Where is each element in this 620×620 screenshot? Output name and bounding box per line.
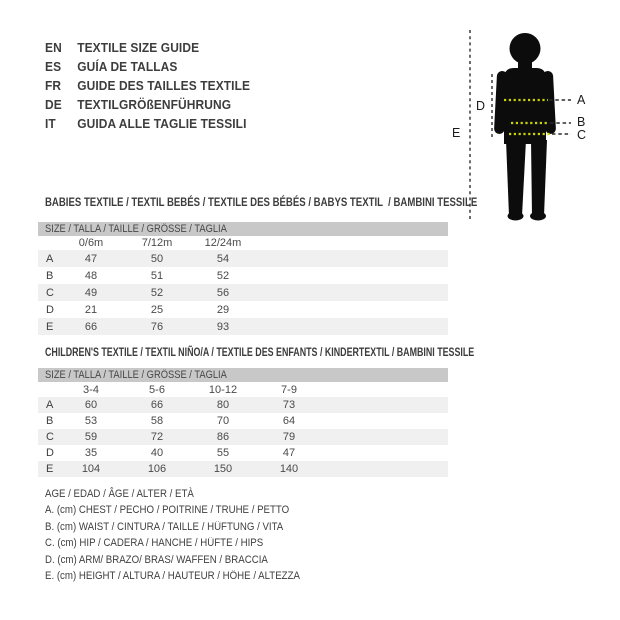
measure-label-b: B bbox=[577, 115, 586, 129]
column-header: 5-6 bbox=[149, 383, 165, 396]
size-value: 52 bbox=[216, 269, 230, 282]
language-row-fr bbox=[45, 76, 250, 95]
row-label: A bbox=[46, 399, 54, 411]
size-value: 48 bbox=[84, 269, 98, 282]
language-header bbox=[45, 38, 268, 133]
language-code: DE bbox=[45, 97, 62, 112]
size-value: 106 bbox=[147, 463, 167, 475]
size-value: 104 bbox=[81, 463, 101, 475]
size-value: 56 bbox=[216, 286, 230, 299]
size-value: 76 bbox=[150, 320, 164, 333]
size-value: 47 bbox=[84, 252, 98, 265]
legend-height: E. (cm) HEIGHT / ALTURA / HAUTEUR / HÖHE / ALTEZZA bbox=[45, 569, 300, 582]
size-value: 21 bbox=[84, 303, 98, 316]
column-header: 7/12m bbox=[141, 237, 173, 249]
babies-column-header-row bbox=[38, 236, 448, 250]
size-value: 66 bbox=[84, 320, 98, 333]
language-row-de bbox=[45, 95, 250, 114]
size-value: 73 bbox=[282, 399, 296, 411]
language-row-it bbox=[45, 114, 250, 133]
language-title: GUÍA DE TALLAS bbox=[77, 59, 178, 74]
table-row bbox=[38, 250, 448, 267]
language-title: GUIDE DES TAILLES TEXTILE bbox=[77, 78, 251, 93]
column-header: 0/6m bbox=[78, 237, 104, 249]
legend-arm: D. (cm) ARM/ BRAZO/ BRAS/ WAFFEN / BRACCIA bbox=[45, 553, 268, 566]
size-value: 40 bbox=[150, 447, 164, 459]
column-header: 10-12 bbox=[208, 383, 238, 396]
table-row bbox=[38, 413, 448, 429]
size-value: 53 bbox=[84, 415, 98, 427]
measure-label-a: A bbox=[577, 93, 586, 107]
measure-label-e: E bbox=[452, 126, 461, 140]
child-silhouette bbox=[494, 33, 556, 221]
legend-waist: B. (cm) WAIST / CINTURA / TAILLE / HÜFTUNG / VITA bbox=[45, 520, 284, 533]
size-value: 140 bbox=[279, 463, 299, 475]
legend-chest: A. (cm) CHEST / PECHO / POITRINE / TRUHE / PETTO bbox=[45, 504, 290, 517]
language-row-es bbox=[45, 57, 250, 76]
size-value: 25 bbox=[150, 303, 164, 316]
column-header: 7-9 bbox=[281, 383, 297, 396]
size-value: 50 bbox=[150, 252, 164, 265]
language-code: IT bbox=[45, 116, 56, 131]
language-code: EN bbox=[45, 40, 62, 55]
column-header: 3-4 bbox=[83, 383, 99, 396]
language-title: TEXTILGRÖßENFÜHRUNG bbox=[77, 97, 232, 112]
size-value: 70 bbox=[216, 415, 230, 427]
table-row bbox=[38, 461, 448, 477]
size-value: 72 bbox=[150, 431, 164, 443]
table-row bbox=[38, 301, 448, 318]
size-value: 59 bbox=[84, 431, 98, 443]
row-label: C bbox=[46, 286, 54, 299]
size-value: 58 bbox=[150, 415, 164, 427]
size-value: 49 bbox=[84, 286, 98, 299]
size-value: 60 bbox=[84, 399, 98, 411]
language-code: ES bbox=[45, 59, 62, 74]
table-row bbox=[38, 397, 448, 413]
row-label: E bbox=[46, 320, 54, 333]
row-label: C bbox=[46, 431, 54, 443]
children-column-header-row bbox=[38, 382, 448, 397]
size-value: 66 bbox=[150, 399, 164, 411]
children-size-header-bar: SIZE / TALLA / TAILLE / GRÖSSE / TAGLIA bbox=[38, 368, 448, 382]
measure-label-c: C bbox=[577, 128, 587, 142]
table-row bbox=[38, 445, 448, 461]
babies-size-header-bar: SIZE / TALLA / TAILLE / GRÖSSE / TAGLIA bbox=[38, 222, 448, 236]
language-code: FR bbox=[45, 78, 62, 93]
table-row bbox=[38, 318, 448, 335]
children-size-table bbox=[38, 368, 448, 477]
row-label: B bbox=[46, 269, 54, 282]
size-value: 93 bbox=[216, 320, 230, 333]
language-row-en bbox=[45, 38, 250, 57]
babies-size-table bbox=[38, 222, 448, 335]
legend-age: AGE / EDAD / ÂGE / ALTER / ETÀ bbox=[45, 488, 194, 500]
row-label: B bbox=[46, 415, 54, 427]
size-value: 29 bbox=[216, 303, 230, 316]
column-header: 12/24m bbox=[204, 237, 242, 249]
row-label: D bbox=[46, 303, 54, 316]
size-value: 51 bbox=[150, 269, 164, 282]
table-row bbox=[38, 284, 448, 301]
row-label: E bbox=[46, 463, 54, 475]
measure-label-d: D bbox=[476, 99, 486, 113]
language-title: TEXTILE SIZE GUIDE bbox=[77, 40, 200, 55]
size-value: 54 bbox=[216, 252, 230, 265]
size-value: 64 bbox=[282, 415, 296, 427]
row-label: A bbox=[46, 252, 54, 265]
row-label: D bbox=[46, 447, 54, 459]
legend-hip: C. (cm) HIP / CADERA / HANCHE / HÜFTE / HIPS bbox=[45, 537, 264, 550]
size-value: 47 bbox=[282, 447, 296, 459]
size-value: 79 bbox=[282, 431, 296, 443]
babies-section-title: BABIES TEXTILE / TEXTIL BEBÉS / TEXTILE DES BÉBÉS / BABYS TEXTIL / BAMBINI TESSILE bbox=[45, 195, 478, 209]
size-value: 150 bbox=[213, 463, 233, 475]
size-value: 52 bbox=[150, 286, 164, 299]
measurement-legend bbox=[45, 488, 335, 586]
size-value: 55 bbox=[216, 447, 230, 459]
size-value: 80 bbox=[216, 399, 230, 411]
table-row bbox=[38, 429, 448, 445]
table-row bbox=[38, 267, 448, 284]
language-title: GUIDA ALLE TAGLIE TESSILI bbox=[77, 116, 247, 131]
size-value: 35 bbox=[84, 447, 98, 459]
children-section-title: CHILDREN'S TEXTILE / TEXTIL NIÑO/A / TEXTILE DES ENFANTS / KINDERTEXTIL / BAMBINI TESSILE bbox=[45, 345, 475, 359]
size-value: 86 bbox=[216, 431, 230, 443]
